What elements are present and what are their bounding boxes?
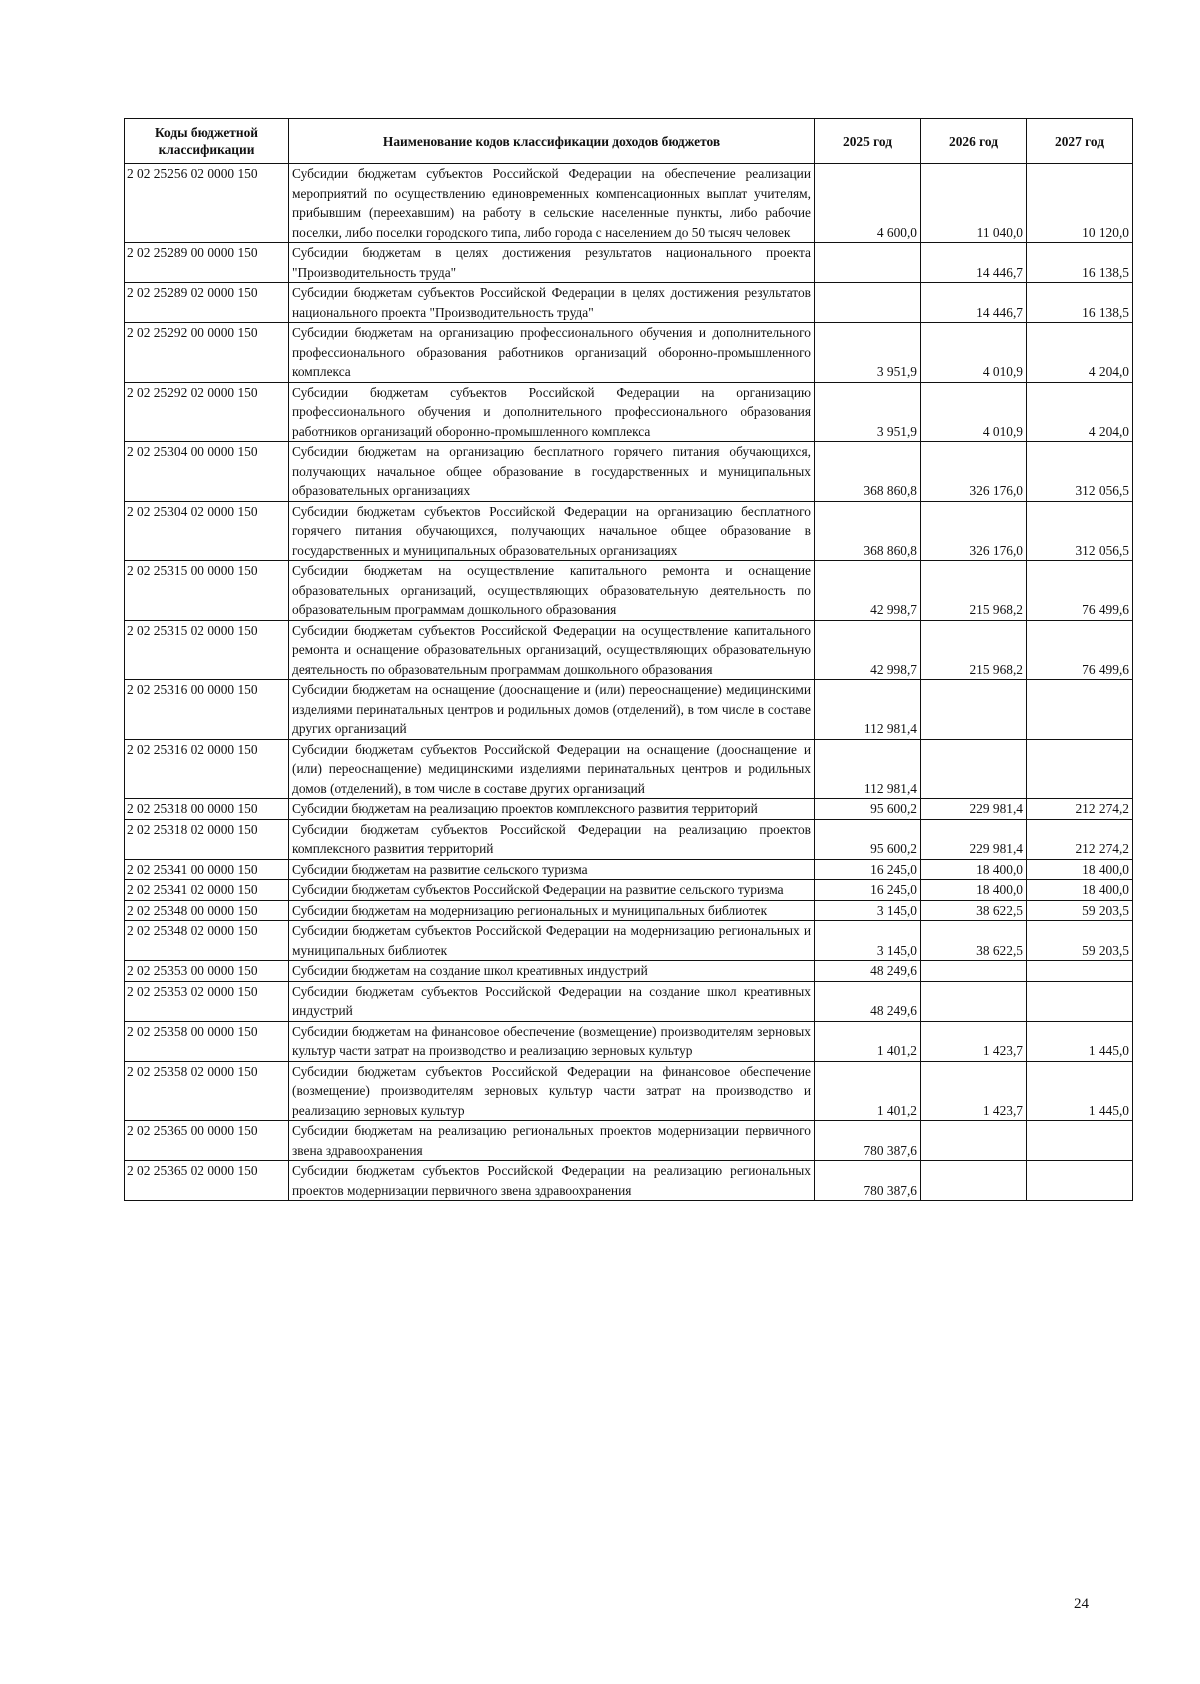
row-value-2025: 16 245,0 bbox=[815, 880, 921, 901]
table-row bbox=[125, 1161, 1133, 1201]
row-value-2025 bbox=[815, 283, 921, 323]
row-code: 2 02 25353 02 0000 150 bbox=[125, 981, 289, 1021]
table-row bbox=[125, 501, 1133, 561]
table-row bbox=[125, 1121, 1133, 1161]
row-name: Субсидии бюджетам субъектов Российской Федерации на реализацию проектов комплексного развития территорий bbox=[289, 819, 815, 859]
table-row bbox=[125, 1021, 1133, 1061]
row-value-2025: 95 600,2 bbox=[815, 799, 921, 820]
table-row bbox=[125, 961, 1133, 982]
row-value-2027: 1 445,0 bbox=[1027, 1061, 1133, 1121]
row-value-2025: 42 998,7 bbox=[815, 561, 921, 621]
header-2026: 2026 год bbox=[921, 119, 1027, 164]
row-code: 2 02 25365 00 0000 150 bbox=[125, 1121, 289, 1161]
table-row bbox=[125, 323, 1133, 383]
row-value-2025: 112 981,4 bbox=[815, 739, 921, 799]
row-name: Субсидии бюджетам субъектов Российской Федерации на реализацию региональных проектов модернизации первичного звена здравоохранения bbox=[289, 1161, 815, 1201]
row-value-2027: 4 204,0 bbox=[1027, 382, 1133, 442]
row-value-2026: 1 423,7 bbox=[921, 1021, 1027, 1061]
row-name: Субсидии бюджетам на осуществление капитального ремонта и оснащение образовательных организаций, осуществляющих образовательную деятельность по образовательным программам дошкольного образования bbox=[289, 561, 815, 621]
row-name: Субсидии бюджетам на организацию профессионального обучения и дополнительного профессионального образования работников организаций оборонно-промышленного комплекса bbox=[289, 323, 815, 383]
row-code: 2 02 25256 02 0000 150 bbox=[125, 164, 289, 243]
row-value-2027 bbox=[1027, 739, 1133, 799]
row-value-2027 bbox=[1027, 1121, 1133, 1161]
row-name: Субсидии бюджетам субъектов Российской Федерации на обеспечение реализации мероприятий по осуществлению единовременных компенсационных выплат учителям, прибывшим (переехавшим) на работу в сельские населенные пункты, либо рабочие поселки, либо поселки городского типа, либо города с населением до 50 тысяч человек bbox=[289, 164, 815, 243]
row-value-2027: 16 138,5 bbox=[1027, 283, 1133, 323]
row-value-2025: 48 249,6 bbox=[815, 981, 921, 1021]
row-value-2026 bbox=[921, 1121, 1027, 1161]
row-value-2027: 1 445,0 bbox=[1027, 1021, 1133, 1061]
row-value-2027: 18 400,0 bbox=[1027, 880, 1133, 901]
row-name: Субсидии бюджетам на создание школ креативных индустрий bbox=[289, 961, 815, 982]
row-value-2026: 14 446,7 bbox=[921, 243, 1027, 283]
table-row bbox=[125, 283, 1133, 323]
header-name: Наименование кодов классификации доходов бюджетов bbox=[289, 119, 815, 164]
row-code: 2 02 25358 00 0000 150 bbox=[125, 1021, 289, 1061]
row-value-2026: 215 968,2 bbox=[921, 620, 1027, 680]
row-value-2025: 112 981,4 bbox=[815, 680, 921, 740]
row-value-2025: 3 951,9 bbox=[815, 323, 921, 383]
row-code: 2 02 25289 02 0000 150 bbox=[125, 283, 289, 323]
table-header-row bbox=[125, 119, 1133, 164]
row-value-2025: 95 600,2 bbox=[815, 819, 921, 859]
row-value-2027: 312 056,5 bbox=[1027, 442, 1133, 502]
table-row bbox=[125, 799, 1133, 820]
row-value-2025: 3 145,0 bbox=[815, 921, 921, 961]
table-row bbox=[125, 164, 1133, 243]
row-value-2025: 4 600,0 bbox=[815, 164, 921, 243]
table-row bbox=[125, 382, 1133, 442]
row-value-2025: 780 387,6 bbox=[815, 1121, 921, 1161]
row-name: Субсидии бюджетам на организацию бесплатного горячего питания обучающихся, получающих начальное общее образование в государственных и муниципальных образовательных организациях bbox=[289, 442, 815, 502]
row-value-2026: 18 400,0 bbox=[921, 880, 1027, 901]
row-value-2025: 16 245,0 bbox=[815, 859, 921, 880]
row-name: Субсидии бюджетам на оснащение (дооснащение и (или) переоснащение) медицинскими изделиями перинатальных центров и родильных домов (отделений), в том числе в составе других организаций bbox=[289, 680, 815, 740]
row-value-2025: 3 145,0 bbox=[815, 900, 921, 921]
row-value-2026: 11 040,0 bbox=[921, 164, 1027, 243]
row-value-2026: 4 010,9 bbox=[921, 323, 1027, 383]
row-value-2026: 38 622,5 bbox=[921, 921, 1027, 961]
row-code: 2 02 25341 02 0000 150 bbox=[125, 880, 289, 901]
row-name: Субсидии бюджетам субъектов Российской Федерации на оснащение (дооснащение и (или) переоснащение) медицинскими изделиями перинатальных центров и родильных домов (отделений), в том числе в составе других организаций bbox=[289, 739, 815, 799]
table-row bbox=[125, 243, 1133, 283]
row-value-2027: 312 056,5 bbox=[1027, 501, 1133, 561]
row-value-2026 bbox=[921, 981, 1027, 1021]
row-value-2026: 215 968,2 bbox=[921, 561, 1027, 621]
row-value-2025: 48 249,6 bbox=[815, 961, 921, 982]
row-value-2027: 59 203,5 bbox=[1027, 921, 1133, 961]
row-value-2026: 38 622,5 bbox=[921, 900, 1027, 921]
table-row bbox=[125, 1061, 1133, 1121]
row-value-2027: 18 400,0 bbox=[1027, 859, 1133, 880]
table-row bbox=[125, 739, 1133, 799]
table-row bbox=[125, 442, 1133, 502]
table-row bbox=[125, 900, 1133, 921]
row-value-2027: 16 138,5 bbox=[1027, 243, 1133, 283]
table-row bbox=[125, 680, 1133, 740]
row-name: Субсидии бюджетам субъектов Российской Федерации на создание школ креативных индустрий bbox=[289, 981, 815, 1021]
row-value-2025 bbox=[815, 243, 921, 283]
row-code: 2 02 25358 02 0000 150 bbox=[125, 1061, 289, 1121]
row-name: Субсидии бюджетам в целях достижения результатов национального проекта "Производительность труда" bbox=[289, 243, 815, 283]
row-value-2027: 76 499,6 bbox=[1027, 561, 1133, 621]
row-code: 2 02 25353 00 0000 150 bbox=[125, 961, 289, 982]
row-value-2027: 4 204,0 bbox=[1027, 323, 1133, 383]
row-value-2025: 368 860,8 bbox=[815, 442, 921, 502]
row-value-2026 bbox=[921, 739, 1027, 799]
table-row bbox=[125, 819, 1133, 859]
row-value-2027: 212 274,2 bbox=[1027, 819, 1133, 859]
row-name: Субсидии бюджетам на развитие сельского туризма bbox=[289, 859, 815, 880]
row-value-2027: 59 203,5 bbox=[1027, 900, 1133, 921]
row-code: 2 02 25315 02 0000 150 bbox=[125, 620, 289, 680]
row-code: 2 02 25315 00 0000 150 bbox=[125, 561, 289, 621]
row-value-2025: 42 998,7 bbox=[815, 620, 921, 680]
header-code: Коды бюджетной классификации bbox=[125, 119, 289, 164]
row-value-2026: 229 981,4 bbox=[921, 799, 1027, 820]
row-value-2026 bbox=[921, 961, 1027, 982]
row-value-2027: 212 274,2 bbox=[1027, 799, 1133, 820]
row-value-2027 bbox=[1027, 680, 1133, 740]
row-name: Субсидии бюджетам субъектов Российской Федерации на развитие сельского туризма bbox=[289, 880, 815, 901]
row-code: 2 02 25348 02 0000 150 bbox=[125, 921, 289, 961]
row-value-2026 bbox=[921, 680, 1027, 740]
row-value-2026: 229 981,4 bbox=[921, 819, 1027, 859]
row-value-2026: 326 176,0 bbox=[921, 501, 1027, 561]
row-value-2027 bbox=[1027, 981, 1133, 1021]
row-name: Субсидии бюджетам на реализацию проектов комплексного развития территорий bbox=[289, 799, 815, 820]
row-value-2026: 18 400,0 bbox=[921, 859, 1027, 880]
row-name: Субсидии бюджетам субъектов Российской Федерации на финансовое обеспечение (возмещение) производителям зерновых культур части затрат на производство и реализацию зерновых культур bbox=[289, 1061, 815, 1121]
row-value-2026: 14 446,7 bbox=[921, 283, 1027, 323]
row-code: 2 02 25304 02 0000 150 bbox=[125, 501, 289, 561]
row-code: 2 02 25316 02 0000 150 bbox=[125, 739, 289, 799]
row-code: 2 02 25365 02 0000 150 bbox=[125, 1161, 289, 1201]
row-name: Субсидии бюджетам на модернизацию региональных и муниципальных библиотек bbox=[289, 900, 815, 921]
row-value-2025: 1 401,2 bbox=[815, 1061, 921, 1121]
table-row bbox=[125, 981, 1133, 1021]
row-code: 2 02 25316 00 0000 150 bbox=[125, 680, 289, 740]
row-code: 2 02 25292 00 0000 150 bbox=[125, 323, 289, 383]
table-row bbox=[125, 880, 1133, 901]
row-code: 2 02 25304 00 0000 150 bbox=[125, 442, 289, 502]
table-row bbox=[125, 620, 1133, 680]
table-row bbox=[125, 859, 1133, 880]
row-value-2027: 10 120,0 bbox=[1027, 164, 1133, 243]
row-name: Субсидии бюджетам на реализацию региональных проектов модернизации первичного звена здравоохранения bbox=[289, 1121, 815, 1161]
row-value-2025: 368 860,8 bbox=[815, 501, 921, 561]
row-name: Субсидии бюджетам субъектов Российской Федерации на модернизацию региональных и муниципальных библиотек bbox=[289, 921, 815, 961]
row-value-2026: 1 423,7 bbox=[921, 1061, 1027, 1121]
row-name: Субсидии бюджетам субъектов Российской Федерации на организацию профессионального обучения и дополнительного профессионального образования работников организаций оборонно-промышленного комплекса bbox=[289, 382, 815, 442]
row-value-2027: 76 499,6 bbox=[1027, 620, 1133, 680]
table-row bbox=[125, 561, 1133, 621]
header-2027: 2027 год bbox=[1027, 119, 1133, 164]
page-number: 24 bbox=[1074, 1596, 1089, 1612]
row-code: 2 02 25289 00 0000 150 bbox=[125, 243, 289, 283]
row-value-2026: 4 010,9 bbox=[921, 382, 1027, 442]
row-value-2025: 1 401,2 bbox=[815, 1021, 921, 1061]
budget-table bbox=[124, 118, 1133, 1201]
row-name: Субсидии бюджетам на финансовое обеспечение (возмещение) производителям зерновых культур части затрат на производство и реализацию зерновых культур bbox=[289, 1021, 815, 1061]
row-value-2026: 326 176,0 bbox=[921, 442, 1027, 502]
row-value-2025: 3 951,9 bbox=[815, 382, 921, 442]
row-name: Субсидии бюджетам субъектов Российской Федерации на организацию бесплатного горячего питания обучающихся, получающих начальное общее образование в государственных и муниципальных образовательных организациях bbox=[289, 501, 815, 561]
row-code: 2 02 25318 02 0000 150 bbox=[125, 819, 289, 859]
row-value-2027 bbox=[1027, 961, 1133, 982]
row-value-2025: 780 387,6 bbox=[815, 1161, 921, 1201]
row-name: Субсидии бюджетам субъектов Российской Федерации на осуществление капитального ремонта и оснащение образовательных организаций, осуществляющих образовательную деятельность по образовательным программам дошкольного образования bbox=[289, 620, 815, 680]
table-row bbox=[125, 921, 1133, 961]
row-code: 2 02 25292 02 0000 150 bbox=[125, 382, 289, 442]
row-code: 2 02 25341 00 0000 150 bbox=[125, 859, 289, 880]
row-code: 2 02 25318 00 0000 150 bbox=[125, 799, 289, 820]
header-2025: 2025 год bbox=[815, 119, 921, 164]
row-value-2027 bbox=[1027, 1161, 1133, 1201]
row-code: 2 02 25348 00 0000 150 bbox=[125, 900, 289, 921]
row-value-2026 bbox=[921, 1161, 1027, 1201]
row-name: Субсидии бюджетам субъектов Российской Федерации в целях достижения результатов национального проекта "Производительность труда" bbox=[289, 283, 815, 323]
